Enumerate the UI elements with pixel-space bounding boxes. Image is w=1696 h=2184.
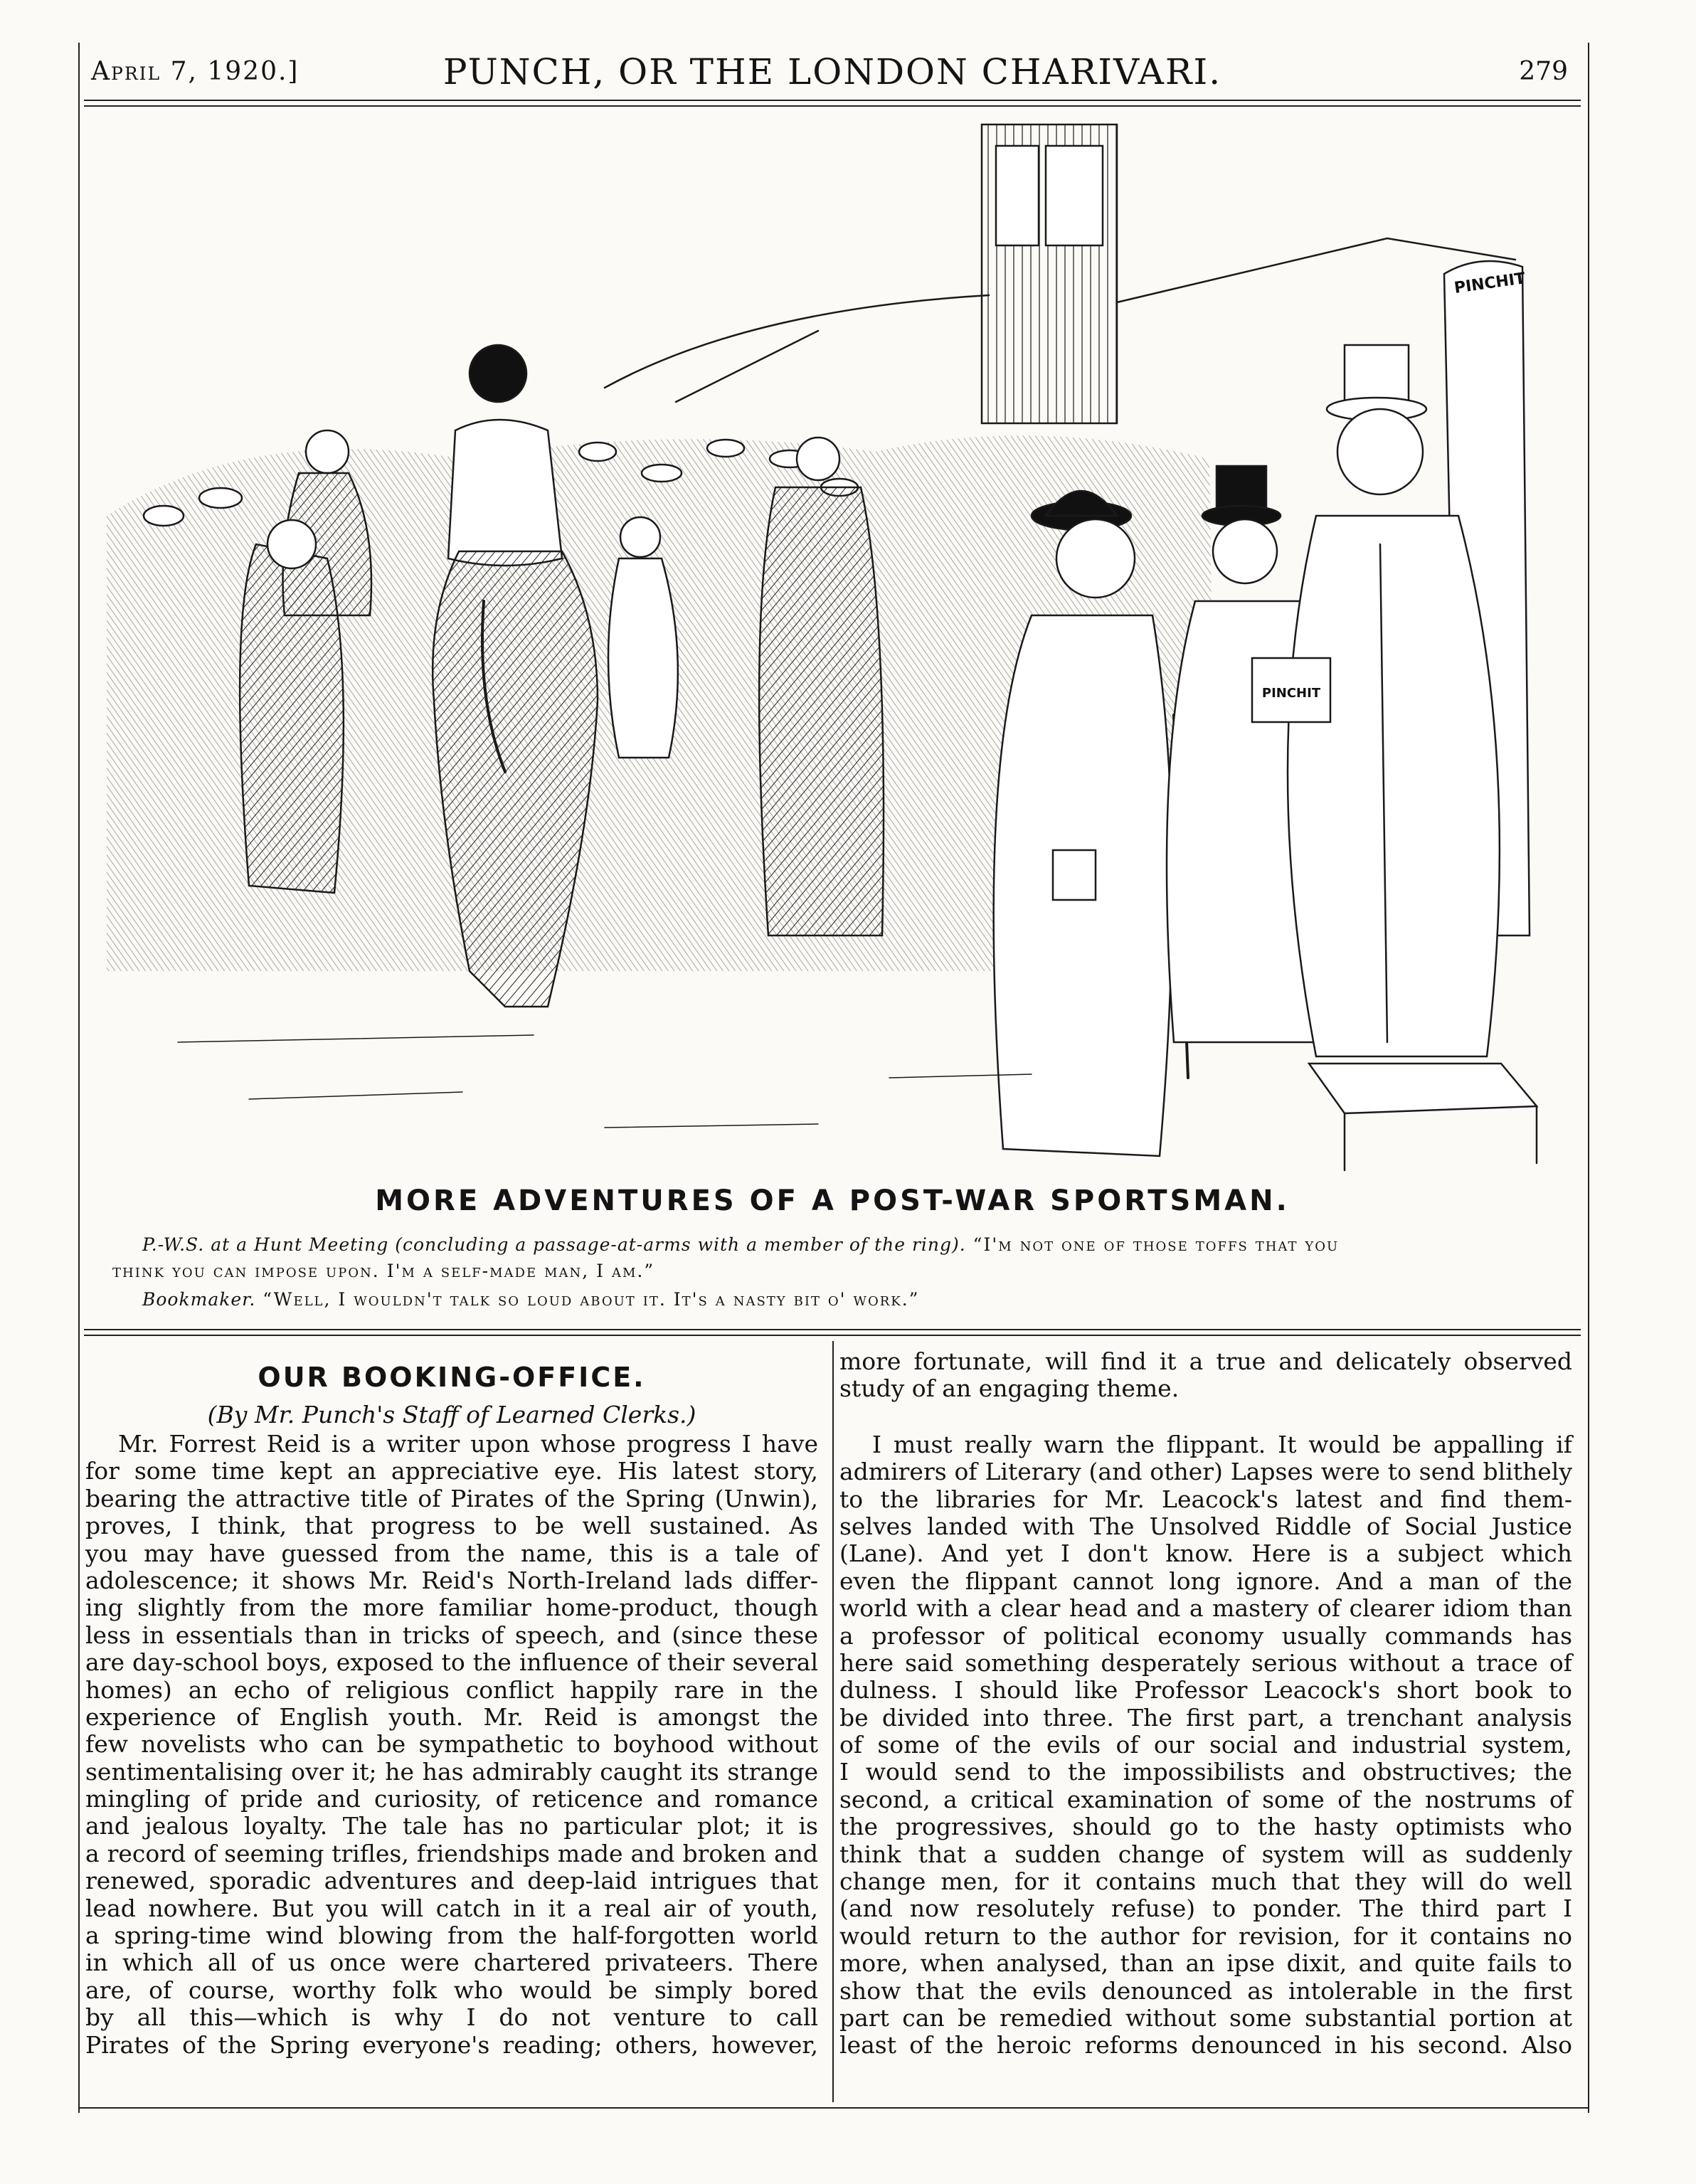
text-line: to the libraries for Mr. Leacock's latest and find them-	[839, 1485, 1572, 1513]
text-line: bearing the attractive title of Pirates of the Spring (Unwin),	[85, 1484, 818, 1512]
text-line: part can be remedied without some substantial portion at	[839, 2003, 1572, 2032]
review-column-right	[839, 1348, 1572, 2060]
caption-rule	[84, 1335, 1581, 1336]
text-line: I must really warn the flippant. It would be appalling if	[872, 1430, 1572, 1458]
text-line: in which all of us once were chartered privateers. There	[85, 1949, 818, 1977]
text-line: I would send to the impossibilists and obstructives; the	[839, 1758, 1572, 1786]
text-line: the progressives, should go to the hasty optimists who	[839, 1813, 1572, 1841]
caption-line-1	[142, 1234, 1339, 1255]
text-line: for some time kept an appreciative eye. His latest story,	[85, 1457, 818, 1485]
text-line: be divided into three. The first part, a trenchant analysis	[839, 1703, 1572, 1732]
text-line: dulness. I should like Professor Leacock's short book to	[839, 1676, 1572, 1705]
column-text	[839, 1431, 1572, 2060]
text-line: sentimentalising over it; he has admirably caught its strange	[85, 1757, 818, 1786]
header-rule	[84, 100, 1581, 101]
text-line: are, of course, worthy folk who would be simply bored	[85, 1976, 818, 2004]
text-line: more fortunate, will find it a true and delicately observed	[839, 1347, 1572, 1375]
text-line: you may have guessed from the name, this is a tale of	[85, 1539, 818, 1567]
text-line: admirers of Literary (and other) Lapses were to send blithely	[839, 1458, 1572, 1486]
paragraph-gap	[839, 1403, 1572, 1431]
masthead-title: PUNCH, OR THE LONDON CHARIVARI.	[442, 51, 1222, 92]
text-line: by all this—which is why I do not venture to call	[85, 2003, 818, 2032]
caption-speaker-bookmaker: Bookmaker.	[142, 1289, 256, 1310]
cartoon-title: MORE ADVENTURES OF A POST-WAR SPORTSMAN.	[375, 1184, 1290, 1217]
text-line: of some of the evils of our social and industrial system,	[839, 1731, 1572, 1759]
section-title: OUR BOOKING-OFFICE.	[258, 1362, 646, 1393]
header-rule	[84, 105, 1581, 107]
cartoon-illustration	[107, 117, 1572, 1177]
text-line: second, a critical examination of some of the nostrums of	[839, 1785, 1572, 1813]
text-line: (and now resolutely refuse) to ponder. The third part I	[839, 1894, 1572, 1923]
text-line: experience of English youth. Mr. Reid is amongst the	[85, 1702, 818, 1731]
text-line: lead nowhere. But you will catch in it a real air of youth,	[85, 1894, 818, 1922]
text-line: even the flippant cannot long ignore. And a man of the	[839, 1567, 1572, 1595]
sign-label: PINCHIT	[1453, 270, 1527, 297]
text-line: Pirates of the Spring everyone's reading; others, however,	[85, 2030, 818, 2059]
text-line: show that the evils denounced as intolerable in the first	[839, 1976, 1572, 2005]
text-line: Mr. Forrest Reid is a writer upon whose progress I have	[118, 1430, 818, 1458]
text-line: (Lane). And yet I don't know. Here is a subject which	[839, 1539, 1572, 1568]
page-header	[84, 51, 1581, 97]
text-line: change men, for it contains much that they will do well	[839, 1867, 1572, 1896]
text-line: a spring-time wind blowing from the half-forgotten world	[85, 1921, 818, 1950]
review-column-left	[85, 1348, 818, 2059]
text-line: a professor of political economy usually commands has	[839, 1621, 1572, 1650]
text-line: more, when analysed, than an ipse dixit, and quite fails to	[839, 1949, 1572, 1978]
caption-speech-bookmaker: “Well, I wouldn't talk so loud about it. It's a nasty bit o' work.”	[255, 1289, 920, 1310]
text-line: ing slightly from the more familiar home-product, though	[85, 1594, 818, 1622]
text-line: would return to the author for revision, for it contains no	[839, 1921, 1572, 1950]
caption-speaker: P.-W.S.	[142, 1234, 205, 1255]
column-text	[839, 1348, 1572, 1403]
bottom-rule	[78, 2107, 1588, 2109]
text-line: think that a sudden change of system will as suddenly	[839, 1840, 1572, 1868]
satchel-label: PINCHIT	[1261, 686, 1321, 701]
text-line: a record of seeming trifles, friendships made and broken and	[85, 1839, 818, 1867]
text-line: and jealous loyalty. The tale has no particular plot; it is	[85, 1812, 818, 1840]
column-rule	[832, 1341, 834, 2102]
byline: (By Mr. Punch's Staff of Learned Clerks.)	[207, 1401, 696, 1428]
text-line: less in essentials than in tricks of speech, and (since these	[85, 1621, 818, 1649]
caption-rule	[84, 1329, 1581, 1330]
text-line: homes) an echo of religious conflict happily rare in the	[85, 1675, 818, 1704]
text-line: mingling of pride and curiosity, of reticence and romance	[85, 1785, 818, 1813]
caption-speech: “I'm not one of those toffs that you	[965, 1234, 1340, 1255]
text-line: least of the heroic reforms denounced in his second. Also	[839, 2031, 1572, 2060]
text-line: renewed, sporadic adventures and deep-laid intrigues that	[85, 1867, 818, 1895]
caption-line-2: think you can impose upon. I'm a self-made man, I am.”	[112, 1261, 655, 1281]
text-line: world with a clear head and a mastery of clearer idiom than	[839, 1594, 1572, 1623]
text-line: are day-school boys, exposed to the influence of their several	[85, 1648, 818, 1677]
text-line: few novelists who can be sympathetic to boyhood without	[85, 1730, 818, 1759]
issue-date: April 7, 1920.]	[91, 57, 300, 86]
text-line: selves landed with The Unsolved Riddle of Social Justice	[839, 1512, 1572, 1540]
text-line: proves, I think, that progress to be well sustained. As	[85, 1512, 818, 1540]
caption-context: at a Hunt Meeting (concluding a passage-at-arms with a member of the ring).	[204, 1234, 966, 1255]
text-line: adolescence; it shows Mr. Reid's North-Ireland lads differ-	[85, 1566, 818, 1594]
text-line: here said something desperately serious without a trace of	[839, 1648, 1572, 1677]
column-text	[85, 1431, 818, 2059]
caption-line-3	[142, 1289, 919, 1310]
page-number: 279	[1519, 57, 1568, 86]
text-line: study of an engaging theme.	[839, 1374, 1180, 1403]
